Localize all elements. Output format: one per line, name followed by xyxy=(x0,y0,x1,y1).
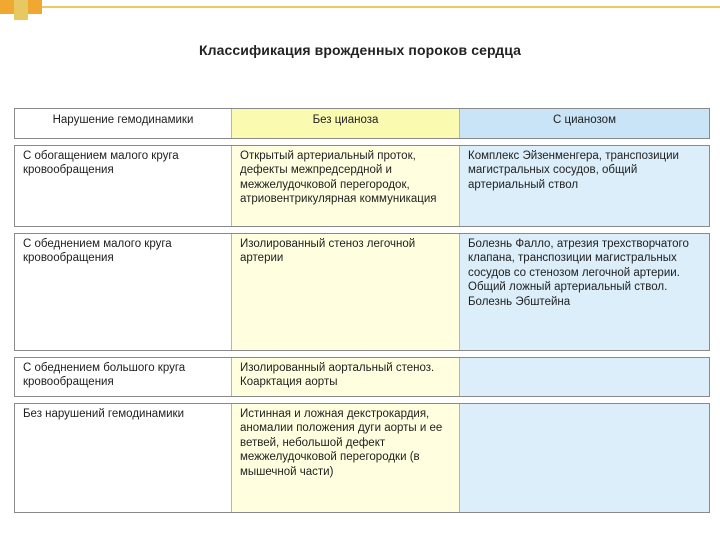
row-category: Без нарушений гемодинамики xyxy=(15,404,231,512)
decor-top-line xyxy=(42,6,720,8)
row-category: С обогащением малого круга кровообращения xyxy=(15,146,231,226)
decor-square-gold xyxy=(14,0,28,20)
row-category: С обеднением большого круга кровообращения xyxy=(15,358,231,396)
row-cyanosis xyxy=(459,404,709,512)
row-category: С обеднением малого круга кровообращения xyxy=(15,234,231,350)
table-header-row xyxy=(14,108,710,139)
row-cyanosis xyxy=(459,358,709,396)
row-cyanosis: Болезнь Фалло, атрезия трехстворчатого клапана, транспозиции магистральных сосудов со стенозом легочной артерии. Общий ложный артериальный ствол. Болезнь Эбштейна xyxy=(459,234,709,350)
table-row xyxy=(14,357,710,397)
table-row xyxy=(14,145,710,227)
row-no-cyanosis: Открытый артериальный проток, дефекты межпредсердной и межжелудочковой перегородок, атриовентрикулярная коммуникация xyxy=(231,146,459,226)
row-no-cyanosis: Истинная и ложная декстрокардия, аномалии положения дуги аорты и ее ветвей, небольшой дефект межжелудочковой перегородки (в мышечной части) xyxy=(231,404,459,512)
page-title: Классификация врожденных пороков сердца xyxy=(198,42,522,58)
classification-table xyxy=(14,108,710,519)
header-hemodynamics: Нарушение гемодинамики xyxy=(15,109,231,138)
decor-square-orange xyxy=(0,0,14,14)
row-no-cyanosis: Изолированный стеноз легочной артерии xyxy=(231,234,459,350)
decor-square-orange-2 xyxy=(28,0,42,14)
header-no-cyanosis: Без цианоза xyxy=(231,109,459,138)
row-cyanosis: Комплекс Эйзенменгера, транспозиции магистральных сосудов, общий артериальный ствол xyxy=(459,146,709,226)
table-row xyxy=(14,233,710,351)
header-cyanosis: С цианозом xyxy=(459,109,709,138)
row-no-cyanosis: Изолированный аортальный стеноз. Коарктация аорты xyxy=(231,358,459,396)
table-row xyxy=(14,403,710,513)
